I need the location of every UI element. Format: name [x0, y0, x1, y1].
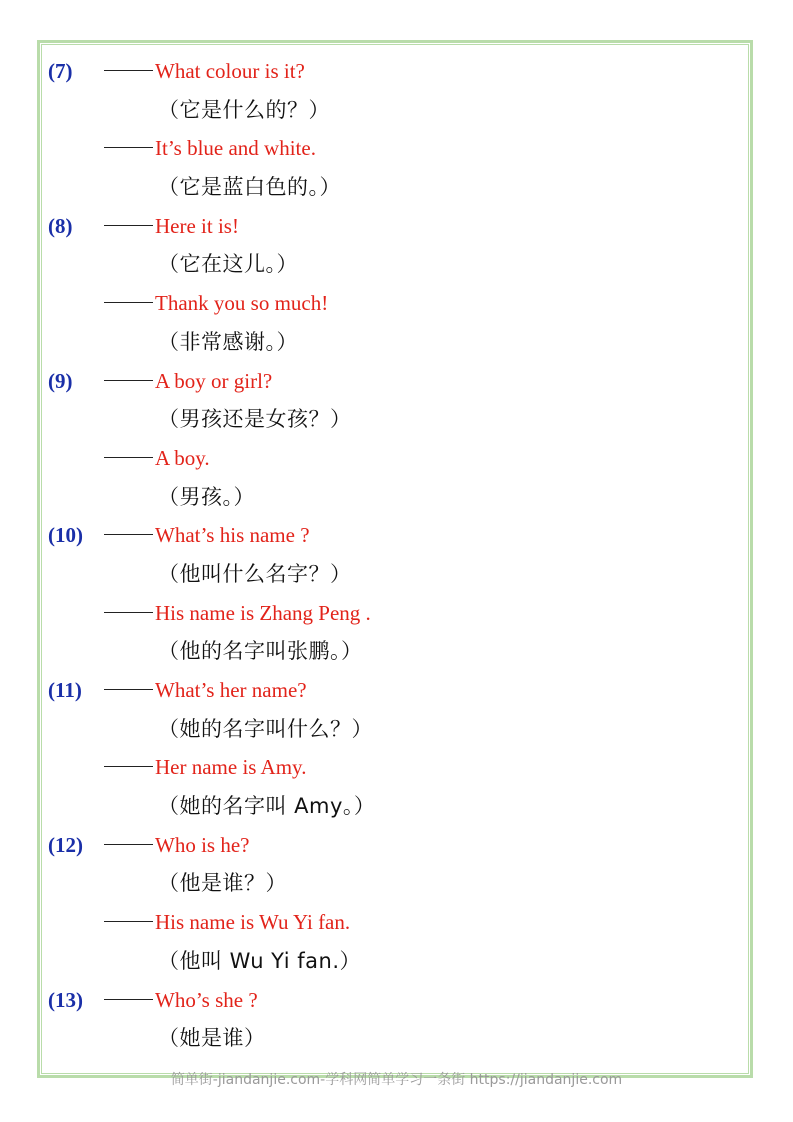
dash-mark — [104, 457, 153, 458]
english-sentence: His name is Wu Yi fan. — [155, 910, 351, 935]
item-number: (9) — [48, 368, 73, 393]
chinese-line — [0, 323, 793, 362]
english-sentence: Who’s she ? — [155, 987, 258, 1012]
english-line — [0, 671, 793, 710]
english-line — [0, 594, 793, 633]
chinese-line — [0, 787, 793, 826]
chinese-line — [0, 632, 793, 671]
english-sentence: A boy. — [155, 445, 210, 470]
item-number: (12) — [48, 832, 83, 857]
dialogue-item — [0, 52, 793, 207]
english-sentence: Her name is Amy. — [155, 755, 307, 780]
english-sentence: His name is Zhang Peng . — [155, 600, 371, 625]
chinese-translation: （她的名字叫什么？） — [158, 716, 373, 741]
chinese-translation: （他叫什么名字？） — [158, 561, 352, 586]
chinese-line — [0, 478, 793, 517]
english-sentence: Here it is! — [155, 213, 239, 238]
dialogue-item — [0, 516, 793, 671]
chinese-line — [0, 245, 793, 284]
dash-mark — [104, 689, 153, 690]
item-number: (8) — [48, 213, 73, 238]
dialogue-item — [0, 981, 793, 1058]
chinese-line — [0, 710, 793, 749]
english-sentence: A boy or girl? — [155, 368, 273, 393]
english-sentence: What’s her name? — [155, 678, 307, 702]
chinese-translation: （它在这儿。） — [158, 252, 298, 277]
item-number: (7) — [48, 59, 73, 83]
chinese-line — [0, 168, 793, 207]
english-line — [0, 439, 793, 478]
english-line — [0, 362, 793, 401]
english-line — [0, 981, 793, 1020]
english-line — [0, 826, 793, 865]
chinese-translation: （他的名字叫张鹏。） — [158, 639, 363, 664]
english-line — [0, 207, 793, 246]
english-sentence: It’s blue and white. — [155, 136, 316, 161]
chinese-line — [0, 942, 793, 981]
dash-mark — [104, 70, 153, 71]
item-number: (11) — [48, 678, 82, 702]
item-number: (13) — [48, 987, 83, 1012]
dash-mark — [104, 380, 153, 381]
english-sentence: What’s his name ? — [155, 523, 310, 548]
dash-mark — [104, 844, 153, 845]
english-line — [0, 748, 793, 787]
dialogue-item — [0, 671, 793, 826]
english-line — [0, 52, 793, 91]
english-sentence: What colour is it? — [155, 59, 305, 83]
dash-mark — [104, 302, 153, 303]
chinese-translation: （它是什么的？） — [158, 97, 330, 122]
item-number: (10) — [48, 523, 83, 548]
chinese-translation: （他叫 Wu Yi fan.） — [158, 948, 362, 973]
dialogue-item — [0, 207, 793, 362]
english-line — [0, 903, 793, 942]
chinese-line — [0, 555, 793, 594]
dash-mark — [104, 147, 153, 148]
chinese-translation: （她的名字叫 Amy。） — [158, 794, 376, 819]
dialogue-list — [0, 52, 793, 1058]
chinese-line — [0, 864, 793, 903]
chinese-line — [0, 1019, 793, 1058]
dialogue-item — [0, 362, 793, 517]
footer-watermark: 简单街-jiandanjie.com-学科网简单学习一条街 https://jiandanjie.com — [170, 1072, 623, 1088]
dash-mark — [104, 612, 153, 613]
english-line — [0, 516, 793, 555]
dash-mark — [104, 999, 153, 1000]
chinese-translation: （男孩。） — [158, 484, 255, 509]
chinese-translation: （男孩还是女孩？） — [158, 407, 352, 432]
chinese-line — [0, 91, 793, 130]
english-line — [0, 129, 793, 168]
dialogue-item — [0, 826, 793, 981]
english-sentence: Who is he? — [155, 832, 250, 857]
chinese-translation: （她是谁） — [158, 1026, 266, 1051]
dash-mark — [104, 225, 153, 226]
english-line — [0, 284, 793, 323]
chinese-translation: （非常感谢。） — [158, 329, 298, 354]
chinese-translation: （他是谁？） — [158, 871, 287, 896]
dash-mark — [104, 921, 153, 922]
english-sentence: Thank you so much! — [155, 291, 329, 316]
chinese-line — [0, 400, 793, 439]
dash-mark — [104, 534, 153, 535]
dash-mark — [104, 766, 153, 767]
chinese-translation: （它是蓝白色的。） — [158, 175, 341, 200]
